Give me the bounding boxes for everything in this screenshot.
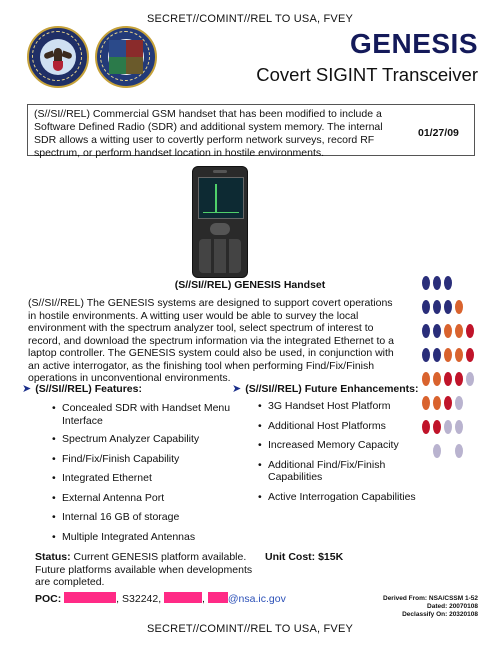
list-item: • Find/Fix/Finish Capability xyxy=(52,453,232,466)
redaction-block xyxy=(208,592,228,603)
redaction-block xyxy=(164,592,202,603)
decorative-dot xyxy=(444,372,452,386)
decorative-dot xyxy=(455,444,463,458)
list-item: • Spectrum Analyzer Capability xyxy=(52,433,232,446)
dot-pattern xyxy=(418,272,488,492)
figure-caption: (S//SI//REL) GENESIS Handset xyxy=(174,279,326,291)
decorative-dot xyxy=(422,276,430,290)
decorative-dot xyxy=(444,276,452,290)
page-title: GENESIS xyxy=(350,28,478,59)
decorative-dot xyxy=(444,348,452,362)
list-item: • Active Interrogation Capabilities xyxy=(258,491,418,504)
decorative-dot xyxy=(444,300,452,314)
decorative-dot xyxy=(433,324,441,338)
decorative-dot xyxy=(444,324,452,338)
summary-text: (S//SI//REL) Commercial GSM handset that has been modified to include a Software Defined Radio (SDR) and additional system memory. The internal SDR allows a witting user to covertly perform network surveys, record RF spectrum, or perform handset location in hostile environments. xyxy=(34,108,383,159)
decorative-dot xyxy=(422,372,430,386)
list-item: • Internal 16 GB of storage xyxy=(52,511,232,524)
list-item: • Multiple Integrated Antennas xyxy=(52,531,232,544)
features-list xyxy=(52,402,232,543)
decorative-dot xyxy=(433,396,441,410)
decorative-dot xyxy=(455,300,463,314)
decorative-dot xyxy=(466,348,474,362)
future-list xyxy=(258,400,418,503)
redaction-block xyxy=(64,592,116,603)
handset-image xyxy=(192,166,248,278)
list-item: • Additional Find/Fix/Finish Capabilities xyxy=(258,459,418,484)
nsa-seal xyxy=(27,26,89,88)
page-subtitle: Covert SIGINT Transceiver xyxy=(256,64,478,85)
decorative-dot xyxy=(444,420,452,434)
unit-cost: Unit Cost: $15K xyxy=(265,551,344,563)
description-paragraph: (S//SI//REL) The GENESIS systems are designed to support covert operations in hostile environments. A witting user would be able to survey the local environment with the spectrum analyzer tool, select spectrum of interest to record, and download the spectrum information via the integrated Ethernet to a laptop controller. The GENESIS system could also be used, in conjunction with an active interrogator, as the finishing tool when performing Find/Fix/Finish operations in unconventional environments. xyxy=(28,297,394,384)
classification-top: SECRET//COMINT//REL TO USA, FVEY xyxy=(146,13,354,25)
decorative-dot xyxy=(455,396,463,410)
css-seal xyxy=(95,26,157,88)
decorative-dot xyxy=(422,396,430,410)
decorative-dot xyxy=(444,396,452,410)
decorative-dot xyxy=(433,276,441,290)
decorative-dot xyxy=(433,300,441,314)
future-heading: ➤ (S//SI//REL) Future Enhancements: xyxy=(232,383,419,395)
decorative-dot xyxy=(433,348,441,362)
arrow-icon: ➤ xyxy=(22,383,32,395)
decorative-dot xyxy=(433,372,441,386)
list-item: • Concealed SDR with Handset Menu Interface xyxy=(52,402,232,427)
decorative-dot xyxy=(422,300,430,314)
features-heading: ➤ (S//SI//REL) Features: xyxy=(22,383,142,395)
decorative-dot xyxy=(422,420,430,434)
status-block: Status: Current GENESIS platform available. Future platforms available when developments are completed. xyxy=(35,551,253,588)
decorative-dot xyxy=(422,348,430,362)
decorative-dot xyxy=(433,444,441,458)
classification-bottom: SECRET//COMINT//REL TO USA, FVEY xyxy=(146,623,354,635)
decorative-dot xyxy=(466,324,474,338)
decorative-dot xyxy=(455,420,463,434)
decorative-dot xyxy=(433,420,441,434)
arrow-icon: ➤ xyxy=(232,383,242,395)
decorative-dot xyxy=(455,324,463,338)
decorative-dot xyxy=(455,348,463,362)
decorative-dot xyxy=(422,324,430,338)
list-item: • 3G Handset Host Platform xyxy=(258,400,418,413)
classification-block: Derived From: NSA/CSSM 1-52 Dated: 20070108 Declassify On: 20320108 xyxy=(383,595,478,618)
list-item: • External Antenna Port xyxy=(52,492,232,505)
decorative-dot xyxy=(466,372,474,386)
list-item: • Integrated Ethernet xyxy=(52,472,232,485)
poc-line: POC: , S32242, , @nsa.ic.gov xyxy=(35,593,286,605)
list-item: • Increased Memory Capacity xyxy=(258,439,418,452)
summary-date: 01/27/09 xyxy=(418,127,459,139)
poc-email-link[interactable]: @nsa.ic.gov xyxy=(227,593,286,605)
decorative-dot xyxy=(455,372,463,386)
list-item: • Additional Host Platforms xyxy=(258,420,418,433)
